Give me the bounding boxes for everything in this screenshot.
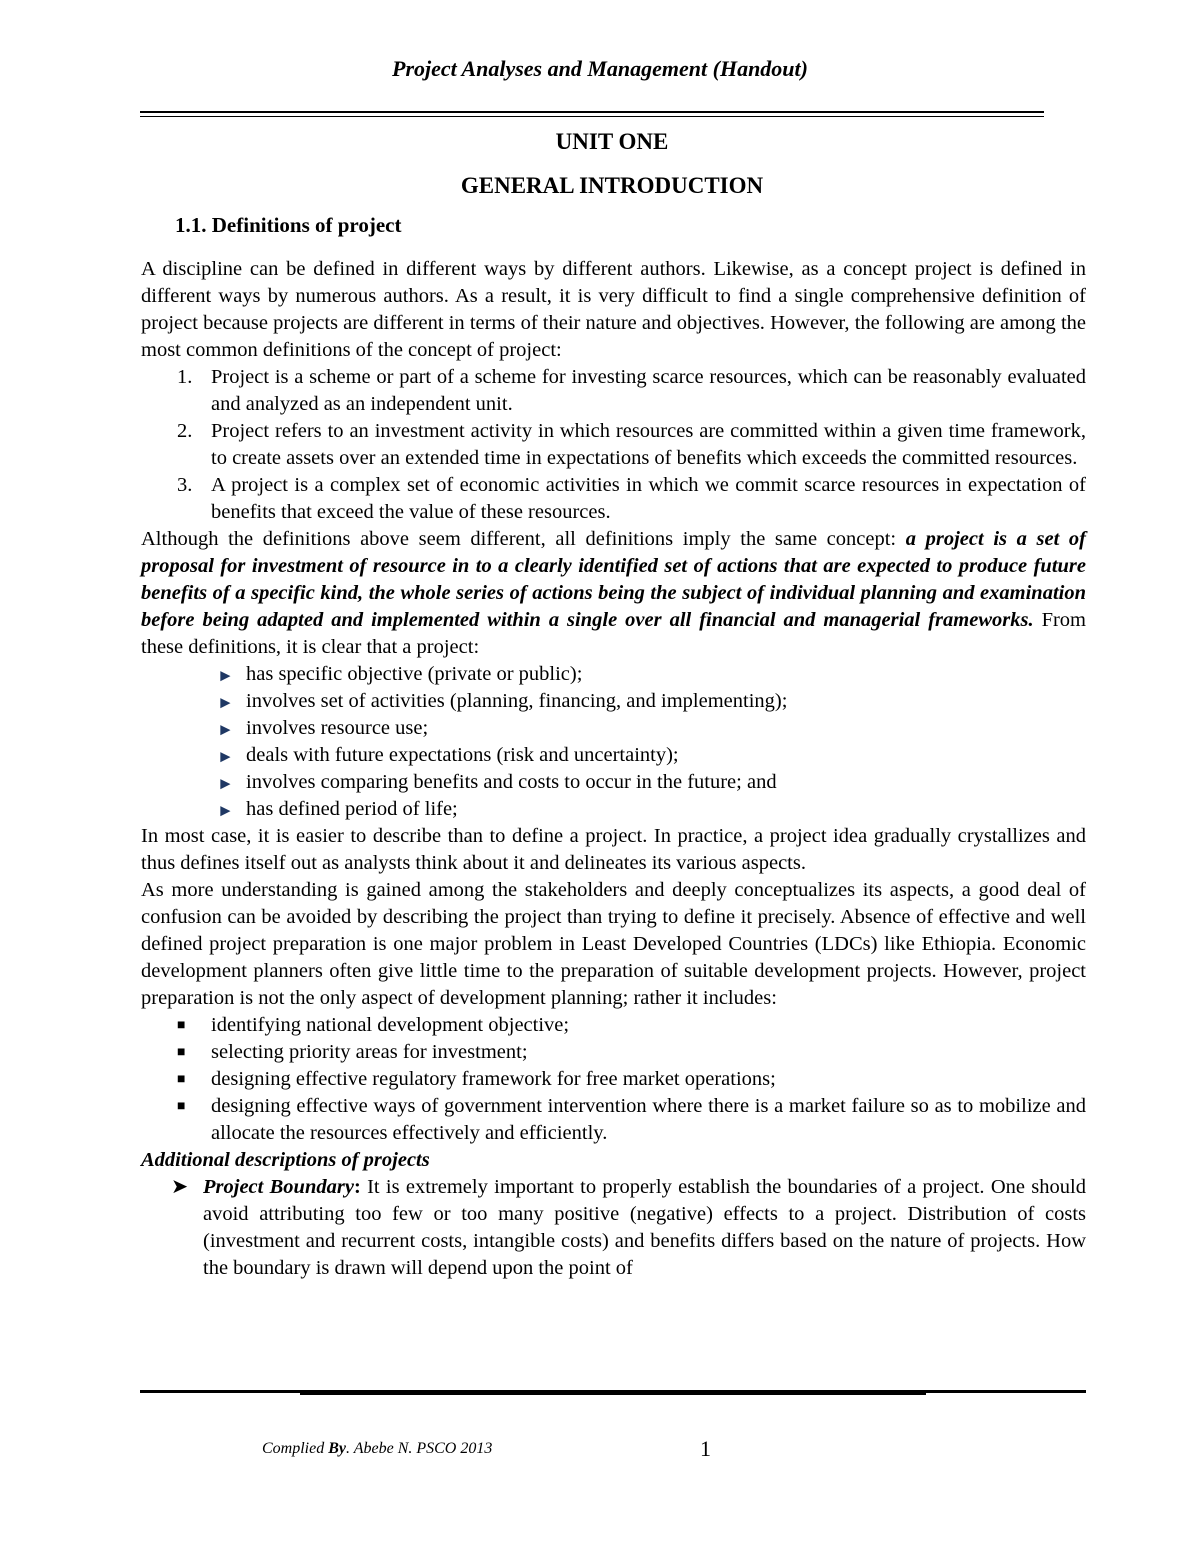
list-item <box>141 1174 1086 1282</box>
triangle-bullet-icon: ► <box>217 801 234 820</box>
list-item <box>141 661 1086 688</box>
intro-paragraph: A discipline can be defined in different ways by different authors. Likewise, as a concept project is defined in different ways by numerous authors. As a result, it is very difficult to find a single comprehensive definition of project because projects are different in terms of their nature and objectives. However, the following are among the most common definitions of the concept of project: <box>141 258 1086 361</box>
list-item-text: deals with future expectations (risk and uncertainty); <box>246 744 679 766</box>
list-item <box>141 1066 1086 1093</box>
square-bullet-icon: ■ <box>177 1018 186 1033</box>
list-item <box>141 796 1086 823</box>
triangle-bullet-icon: ► <box>217 693 234 712</box>
triangle-bullet-icon: ► <box>217 666 234 685</box>
page-number: 1 <box>700 1436 711 1461</box>
credit-suffix: . Abebe N. PSCO 2013 <box>346 1440 493 1457</box>
arrow-bullet-icon: ➤ <box>171 1176 189 1198</box>
term-label: Project Boundary <box>203 1176 354 1198</box>
triangle-bullet-icon: ► <box>217 720 234 739</box>
list-item <box>141 688 1086 715</box>
list-number: 3. <box>177 474 193 496</box>
synthesis-lead: Although the definitions above seem different, all definitions imply the same concept: <box>141 528 906 550</box>
list-item-text: designing effective ways of government intervention where there is a market failure so as to mobilize and allocate the resources effectively and efficiently. <box>211 1095 1086 1144</box>
list-item <box>141 715 1086 742</box>
list-item <box>141 769 1086 796</box>
list-item-text: has defined period of life; <box>246 798 458 820</box>
square-bullet-icon: ■ <box>177 1045 186 1060</box>
list-item <box>141 418 1086 472</box>
list-item <box>141 364 1086 418</box>
section-heading: 1.1. Definitions of project <box>175 213 402 237</box>
triangle-bullet-icon: ► <box>217 774 234 793</box>
list-item-text: It is extremely important to properly establish the boundaries of a project. One should avoid attributing too few or too many positive (negative) effects to a project. Distribution of costs (investment and recurrent costs, intangible costs) and benefits differs based on the nature of projects. How the boundary is drawn will depend upon the point of <box>203 1176 1086 1279</box>
square-bullet-icon: ■ <box>177 1072 186 1087</box>
list-item-text: involves set of activities (planning, financing, and implementing); <box>246 690 788 712</box>
describe-paragraph: In most case, it is easier to describe than to define a project. In practice, a project idea gradually crystallizes and thus defines itself out as analysts think about it and delineates its various aspects. <box>141 825 1086 874</box>
list-item <box>141 472 1086 526</box>
synthesis-emphasis: a project is a set of proposal for investment of resource in to a clearly identified set of actions that are expected to produce future benefits of a specific kind, the whole series of actions being the subject of individual planning and examination before being adapted and implemented within a single over all financial and managerial frameworks. <box>141 528 1086 631</box>
list-item-text: designing effective regulatory framework for free market operations; <box>211 1068 776 1090</box>
planning-list <box>141 1012 1086 1147</box>
term-separator: : <box>353 1176 368 1198</box>
additional-heading: Additional descriptions of projects <box>141 1149 430 1171</box>
body-text <box>141 256 1086 1282</box>
credit-by: By <box>328 1440 346 1457</box>
footer-credit <box>262 1440 492 1458</box>
list-item-text: selecting priority areas for investment; <box>211 1041 528 1063</box>
unit-title: UNIT ONE <box>555 129 669 154</box>
synthesis-paragraph <box>141 526 1086 661</box>
list-item-text: Project refers to an investment activity in which resources are committed within a given time framework, to create assets over an extended time in expectations of benefits which exceeds the committed resources. <box>211 420 1086 469</box>
synthesis-tail: From these definitions, it is clear that a project: <box>141 609 1086 658</box>
list-item <box>141 1039 1086 1066</box>
list-item-text: A project is a complex set of economic activities in which we commit scarce resources in expectation of benefits that exceed the value of these resources. <box>211 474 1086 523</box>
credit-prefix: Complied <box>262 1440 329 1457</box>
additional-list <box>141 1174 1086 1282</box>
list-number: 1. <box>177 366 193 388</box>
list-item-text: identifying national development objective; <box>211 1014 570 1036</box>
characteristics-list <box>141 661 1086 823</box>
understanding-paragraph: As more understanding is gained among the stakeholders and deeply conceptualizes its aspects, a good deal of confusion can be avoided by describing the project than trying to define it precisely. Absence of effective and well defined project preparation is one major problem in Least Developed Countries (LDCs) like Ethiopia. Economic development planners often give little time to the preparation of suitable development projects. However, project preparation is not the only aspect of development planning; rather it includes: <box>141 879 1086 1009</box>
footer-rule <box>140 1390 1086 1396</box>
definitions-list <box>141 364 1086 526</box>
list-item <box>141 742 1086 769</box>
list-item-text: Project is a scheme or part of a scheme for investing scarce resources, which can be reasonably evaluated and analyzed as an independent unit. <box>211 366 1086 415</box>
list-item-text: involves comparing benefits and costs to occur in the future; and <box>246 771 777 793</box>
header-double-rule <box>140 111 1044 119</box>
list-item <box>141 1012 1086 1039</box>
list-item <box>141 1093 1086 1147</box>
triangle-bullet-icon: ► <box>217 747 234 766</box>
unit-subtitle: GENERAL INTRODUCTION <box>460 173 764 198</box>
list-number: 2. <box>177 420 193 442</box>
running-header-title: Project Analyses and Management (Handout) <box>392 56 808 81</box>
square-bullet-icon: ■ <box>177 1099 186 1114</box>
list-item-text: has specific objective (private or public); <box>246 663 583 685</box>
list-item-text: involves resource use; <box>246 717 429 739</box>
